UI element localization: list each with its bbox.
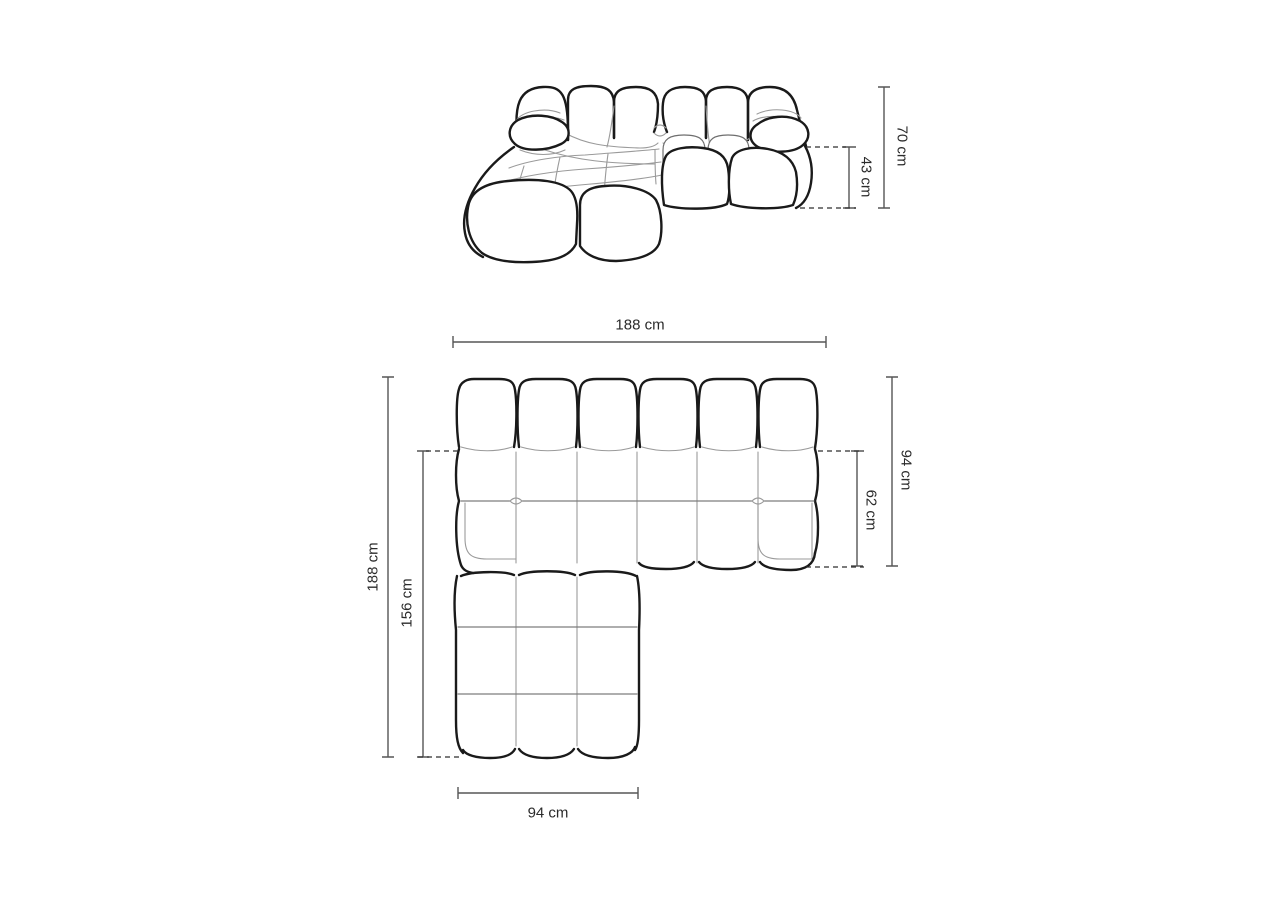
dim-line-94cm-right xyxy=(886,377,898,566)
dim-line-188cm-top xyxy=(453,336,826,348)
dim-label-seat-height: 43 cm xyxy=(857,156,875,198)
dim-line-188cm-left xyxy=(382,377,394,757)
dim-label-chaise-width: 94 cm xyxy=(527,804,569,822)
dim-label-chaise-length: 156 cm xyxy=(398,578,416,628)
dim-label-depth-left: 188 cm xyxy=(364,542,382,592)
plan-view-drawing xyxy=(455,379,818,758)
dim-label-seat-depth: 62 cm xyxy=(862,489,880,531)
dim-label-depth-right: 94 cm xyxy=(897,449,915,491)
dim-line-94cm-bottom xyxy=(458,787,638,799)
dim-label-total-height: 70 cm xyxy=(893,125,911,167)
front-view-drawing xyxy=(464,86,812,262)
dim-line-70cm xyxy=(878,87,890,208)
dim-label-width-top: 188 cm xyxy=(615,316,665,334)
